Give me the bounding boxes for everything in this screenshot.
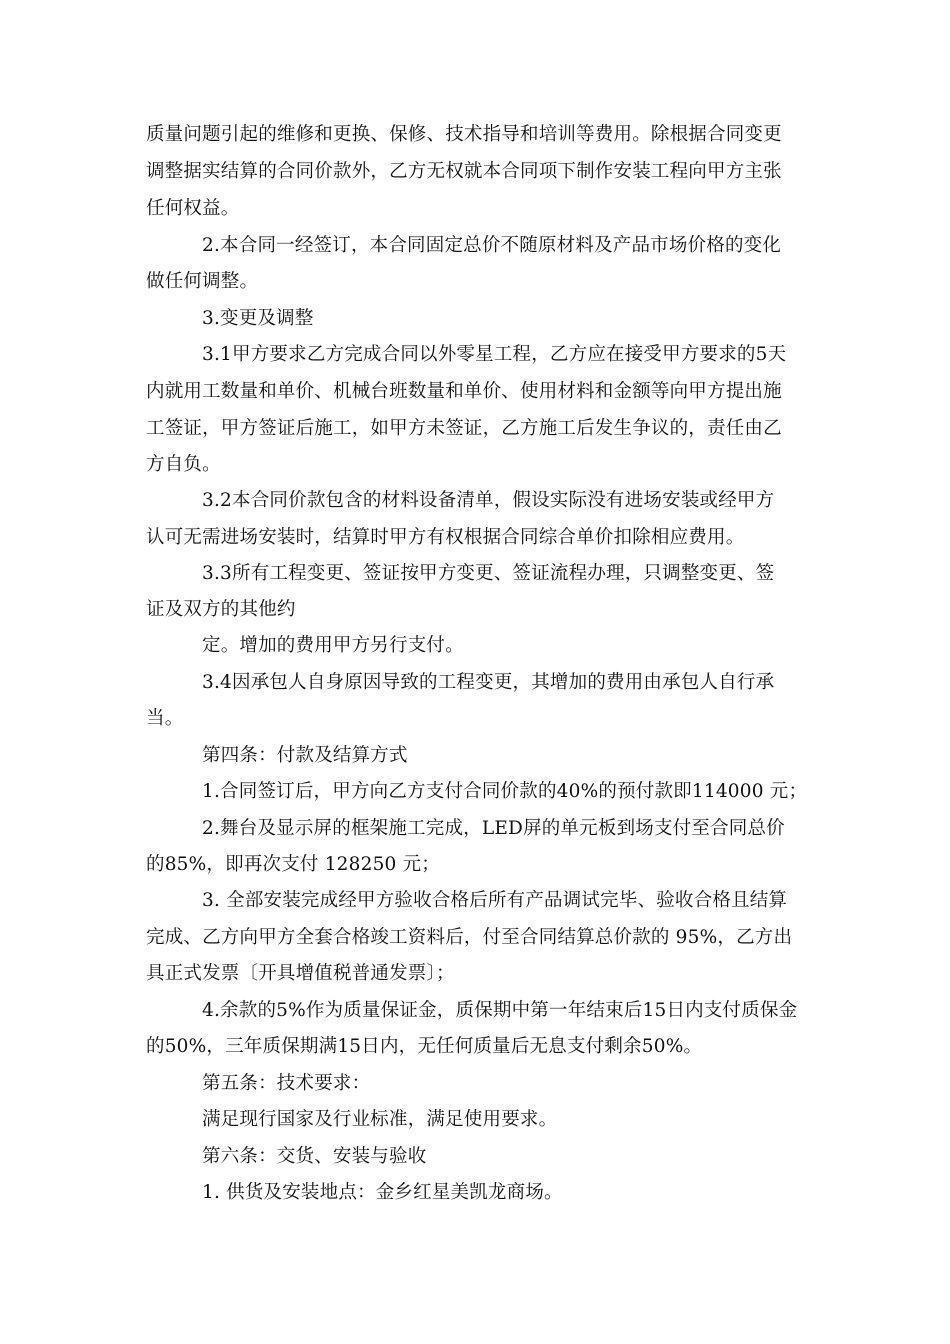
text-line: 的85%，即再次支付 128250 元； bbox=[146, 854, 441, 875]
text-line: 3.3所有工程变更、签证按甲方变更、签证流程办理，只调整变更、签 bbox=[202, 563, 775, 584]
text-line: 做任何调整。 bbox=[146, 271, 259, 292]
section-heading: 3.变更及调整 bbox=[202, 308, 314, 329]
article-heading: 第五条：技术要求： bbox=[202, 1073, 371, 1094]
article-heading: 第四条：付款及结算方式 bbox=[202, 745, 408, 766]
text-line: 3.4因承包人自身原因导致的工程变更，其增加的费用由承包人自行承 bbox=[202, 672, 775, 693]
text-line: 任何权益。 bbox=[146, 198, 240, 219]
text-line: 证及双方的其他约 bbox=[146, 599, 296, 620]
text-line: 1. 供货及安装地点：金乡红星美凯龙商场。 bbox=[202, 1182, 563, 1203]
text-line: 3. 全部安装完成经甲方验收合格后所有产品调试完毕、验收合格且结算 bbox=[202, 890, 788, 911]
text-line: 认可无需进场安装时，结算时甲方有权根据合同综合单价扣除相应费用。 bbox=[146, 527, 745, 548]
text-line: 4.余款的5%作为质量保证金，质保期中第一年结束后15日内支付质保金 bbox=[202, 1000, 798, 1021]
text-line: 调整据实结算的合同价款外，乙方无权就本合同项下制作安装工程向甲方主张 bbox=[146, 161, 782, 182]
text-line: 3.1甲方要求乙方完成合同以外零星工程，乙方应在接受甲方要求的5天 bbox=[202, 344, 787, 365]
text-line: 3.2本合同价款包含的材料设备清单，假设实际没有进场安装或经甲方 bbox=[202, 490, 775, 511]
text-line: 方自负。 bbox=[146, 454, 221, 475]
text-line: 满足现行国家及行业标准，满足使用要求。 bbox=[202, 1109, 558, 1130]
article-heading: 第六条：交货、安装与验收 bbox=[202, 1146, 427, 1167]
text-line: 定。增加的费用甲方另行支付。 bbox=[202, 635, 464, 656]
text-line: 完成、乙方向甲方全套合格竣工资料后，付至合同结算总价款的 95%，乙方出 bbox=[146, 927, 793, 948]
text-line: 当。 bbox=[146, 708, 184, 729]
text-line: 内就用工数量和单价、机械台班数量和单价、使用材料和金额等向甲方提出施 bbox=[146, 381, 782, 402]
text-line: 质量问题引起的维修和更换、保修、技术指导和培训等费用。除根据合同变更 bbox=[146, 124, 782, 145]
text-line: 工签证，甲方签证后施工，如甲方未签证，乙方施工后发生争议的，责任由乙 bbox=[146, 418, 782, 439]
text-line: 具正式发票〔开具增值税普通发票〕； bbox=[146, 963, 455, 984]
text-line: 2.本合同一经签订，本合同固定总价不随原材料及产品市场价格的变化 bbox=[202, 235, 782, 256]
text-line: 2.舞台及显示屏的框架施工完成，LED屏的单元板到场支付至合同总价 bbox=[202, 818, 785, 839]
text-line: 1.合同签订后，甲方向乙方支付合同价款的40%的预付款即114000 元； bbox=[202, 781, 808, 802]
text-line: 的50%，三年质保期满15日内，无任何质量后无息支付剩余50%。 bbox=[146, 1036, 703, 1057]
